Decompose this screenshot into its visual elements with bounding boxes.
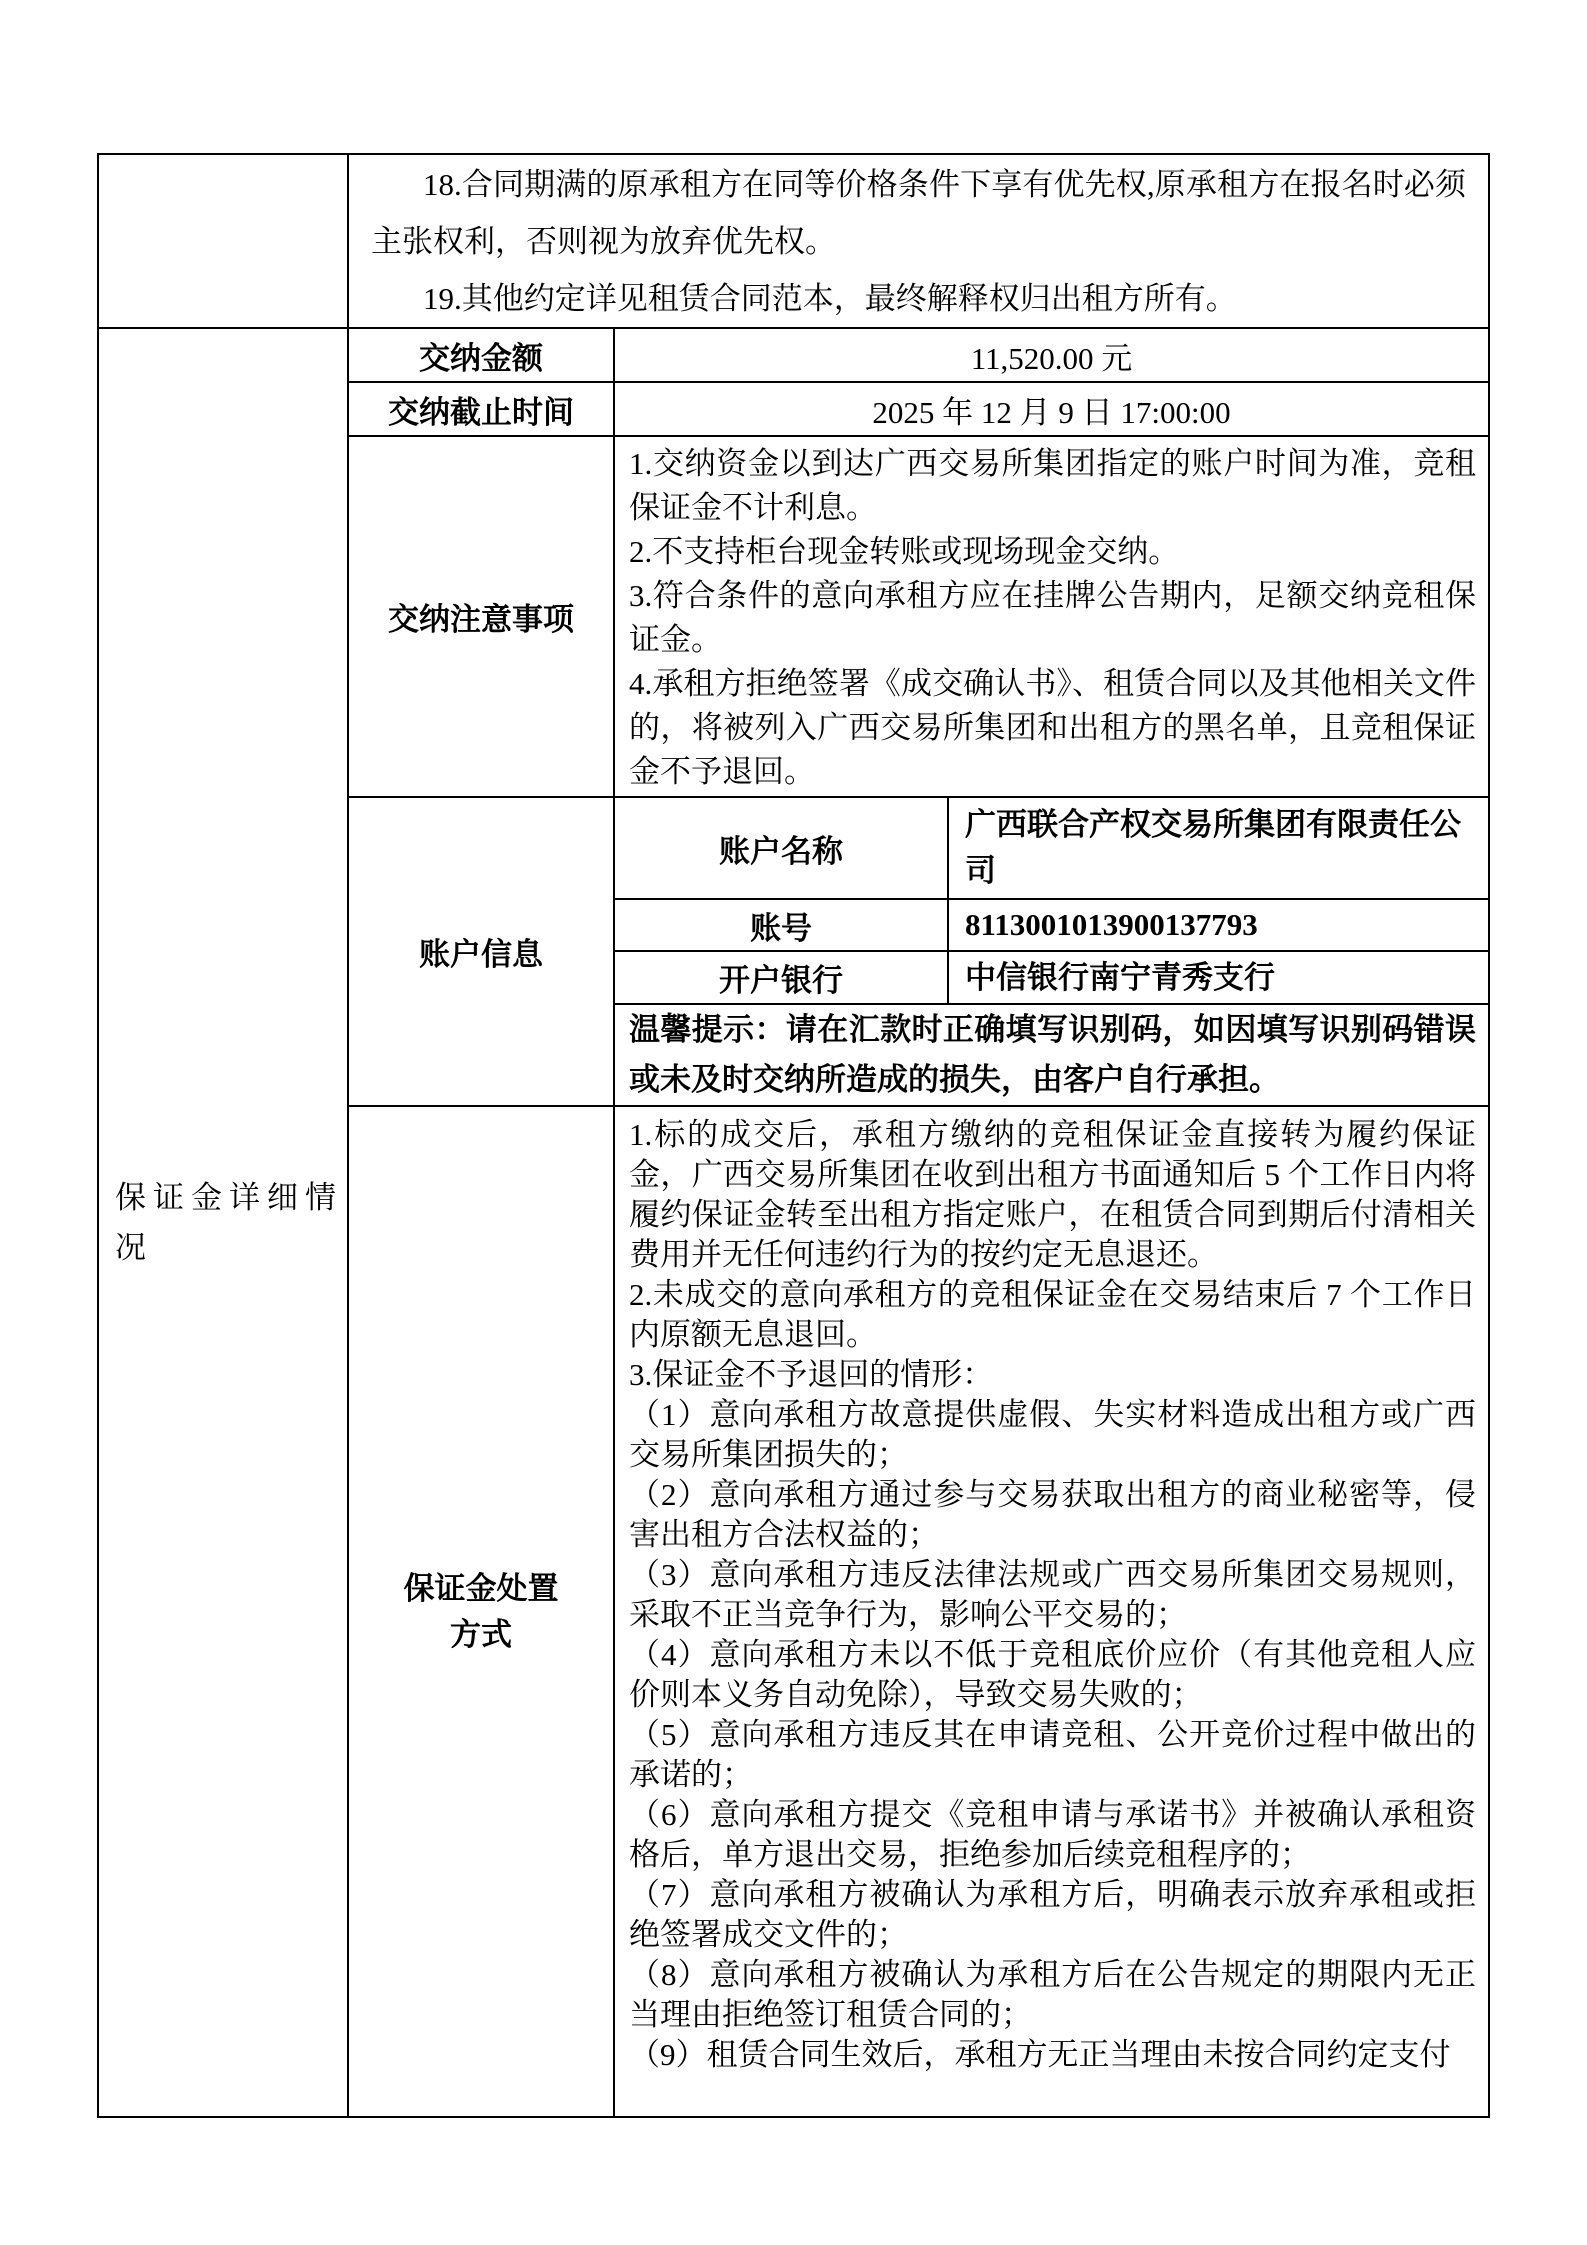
disposal-item-4: （1）意向承租方故意提供虚假、失实材料造成出租方或广西交易所集团损失的； bbox=[629, 1397, 1477, 1472]
deadline-value: 2025 年 12 月 9 日 17:00:00 bbox=[614, 382, 1489, 436]
account-number-label: 账号 bbox=[614, 899, 948, 951]
section-label-line1: 保证金详细情 bbox=[115, 1179, 343, 1215]
disposal-content-cell bbox=[614, 1106, 1489, 2117]
account-name-label: 账户名称 bbox=[614, 797, 948, 899]
account-name-value: 广西联合产权交易所集团有限责任公司 bbox=[948, 797, 1489, 899]
disposal-item-12: （9）租赁合同生效后，承租方无正当理由未按合同约定支付 bbox=[629, 2037, 1451, 2072]
account-bank-label: 开户银行 bbox=[614, 951, 948, 1004]
amount-value: 11,520.00 元 bbox=[614, 328, 1489, 382]
disposal-label bbox=[348, 1106, 614, 2117]
disposal-item-6: （3）意向承租方违反法律法规或广西交易所集团交易规则，采取不正当竞争行为，影响公平交易的； bbox=[629, 1557, 1477, 1632]
disposal-item-9: （6）意向承租方提交《竞租申请与承诺书》并被确认承租资格后，单方退出交易，拒绝参加后续竞租程序的； bbox=[629, 1797, 1477, 1872]
account-number-value: 8113001013900137793 bbox=[948, 899, 1489, 951]
amount-label: 交纳金额 bbox=[348, 328, 614, 382]
note-item-3: 3.符合条件的意向承租方应在挂牌公告期内，足额交纳竞租保证金。 bbox=[629, 578, 1477, 657]
disposal-item-8: （5）意向承租方违反其在申请竞租、公开竞价过程中做出的承诺的； bbox=[629, 1717, 1477, 1792]
notes-label: 交纳注意事项 bbox=[348, 436, 614, 797]
disposal-item-2: 2.未成交的意向承租方的竞租保证金在交易结束后 7 个工作日内原额无息退回。 bbox=[629, 1277, 1477, 1352]
disposal-label-line2: 方式 bbox=[450, 1616, 512, 1652]
account-info-label: 账户信息 bbox=[348, 797, 614, 1106]
account-tip-text: 温馨提示：请在汇款时正确填写识别码，如因填写识别码错误或未及时交纳所造成的损失，由客户自行承担。 bbox=[629, 1012, 1477, 1097]
table-row-intro bbox=[98, 154, 1489, 328]
disposal-item-1: 1.标的成交后，承租方缴纳的竞租保证金直接转为履约保证金，广西交易所集团在收到出租方书面通知后 5 个工作日内将履约保证金转至出租方指定账户，在租赁合同到期后付清相关费用并无任何违约行为的按约定无息退还。 bbox=[629, 1117, 1477, 1272]
deposit-details-table bbox=[97, 153, 1490, 2118]
section-label-line2: 况 bbox=[115, 1229, 153, 1265]
disposal-item-3: 3.保证金不予退回的情形： bbox=[629, 1357, 994, 1392]
table-row-amount bbox=[98, 328, 1489, 382]
clause-18: 18.合同期满的原承租方在同等价格条件下享有优先权,原承租方在报名时必须主张权利，否则视为放弃优先权。 bbox=[371, 166, 1467, 259]
note-item-1: 1.交纳资金以到达广西交易所集团指定的账户时间为准，竞租保证金不计利息。 bbox=[629, 446, 1477, 525]
disposal-item-5: （2）意向承租方通过参与交易获取出租方的商业秘密等，侵害出租方合法权益的； bbox=[629, 1477, 1477, 1552]
deadline-label: 交纳截止时间 bbox=[348, 382, 614, 436]
clause-19: 19.其他约定详见租赁合同范本，最终解释权归出租方所有。 bbox=[423, 280, 1237, 316]
empty-side-cell bbox=[98, 154, 348, 328]
note-item-4: 4.承租方拒绝签署《成交确认书》、租赁合同以及其他相关文件的，将被列入广西交易所集团和出租方的黑名单，且竞租保证金不予退回。 bbox=[629, 666, 1477, 789]
disposal-item-11: （8）意向承租方被确认为承租方后在公告规定的期限内无正当理由拒绝签订租赁合同的； bbox=[629, 1957, 1477, 2032]
notes-content-cell bbox=[614, 436, 1489, 797]
account-bank-value: 中信银行南宁青秀支行 bbox=[948, 951, 1489, 1004]
section-label-cell bbox=[98, 328, 348, 2117]
intro-clauses-cell bbox=[348, 154, 1489, 328]
account-tip-cell bbox=[614, 1004, 1489, 1106]
disposal-item-10: （7）意向承租方被确认为承租方后，明确表示放弃承租或拒绝签署成交文件的； bbox=[629, 1877, 1477, 1952]
disposal-label-line1: 保证金处置 bbox=[403, 1570, 559, 1606]
disposal-item-7: （4）意向承租方未以不低于竞租底价应价（有其他竞租人应价则本义务自动免除），导致交易失败的； bbox=[629, 1637, 1477, 1712]
note-item-2: 2.不支持柜台现金转账或现场现金交纳。 bbox=[629, 534, 1180, 569]
